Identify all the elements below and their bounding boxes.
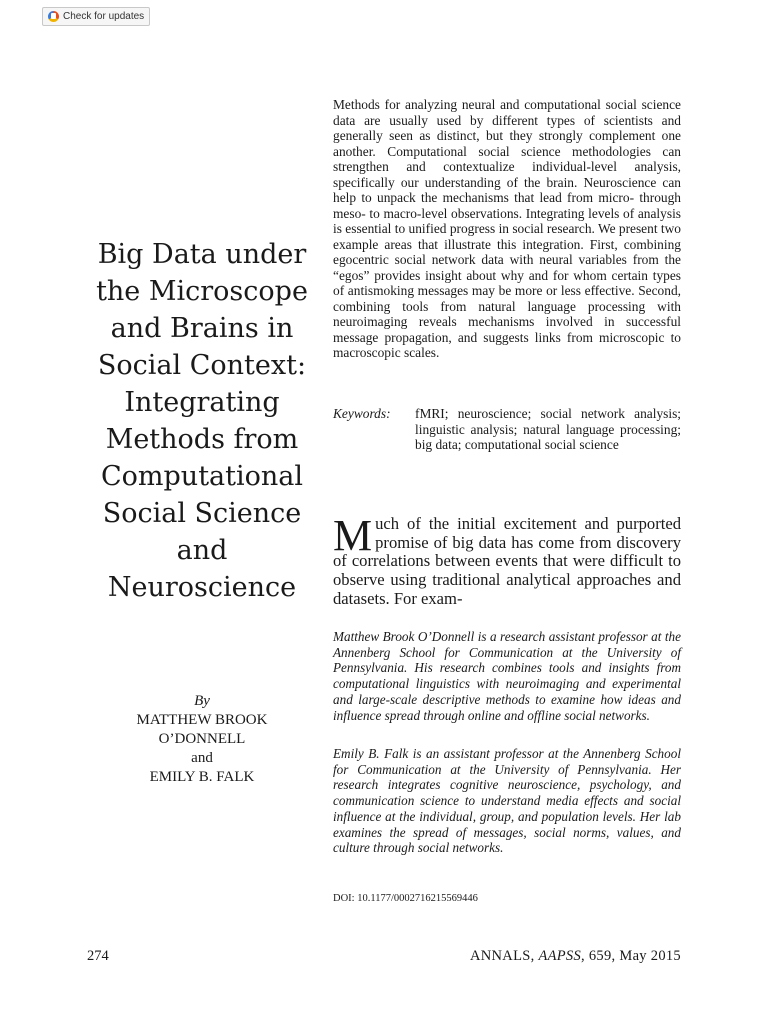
crossmark-icon — [48, 11, 59, 22]
title-line: Social Science — [102, 498, 302, 529]
body-paragraph — [333, 511, 681, 609]
journal-prefix: ANNALS, — [469, 948, 539, 964]
journal-suffix: , 659, May 2015 — [581, 948, 681, 964]
title-line: and — [176, 535, 228, 566]
body-text: uch of the initial excitement and purported promise of big data has come from discovery of correlations between events that were difficult to observe using traditional analytical approaches and datasets. For exam- — [333, 514, 681, 608]
doi: DOI: 10.1177/0002716215569446 — [333, 893, 478, 904]
byline-and: and — [191, 750, 213, 766]
drop-cap: M — [333, 511, 373, 560]
journal-citation — [470, 948, 681, 965]
keywords — [333, 406, 681, 453]
title-line: Social Context: — [97, 350, 307, 381]
title-line: and Brains in — [110, 313, 294, 344]
title-line: Big Data under — [97, 239, 307, 270]
journal-abbrev: AAPSS — [538, 948, 582, 964]
author-name: O’DONNELL — [158, 731, 246, 747]
check-for-updates-label: Check for updates — [63, 11, 145, 22]
author-name: MATTHEW BROOK — [136, 712, 268, 728]
keywords-text: fMRI; neuroscience; social network analysis; linguistic analysis; natural language processing; big data; computational social science — [415, 406, 681, 452]
title-line: Methods from — [105, 424, 299, 455]
byline — [92, 692, 312, 787]
author-bio: Matthew Brook O’Donnell is a research assistant professor at the Annenberg School for Communication at the University of Pennsylvania. His research combines tools and insights from computational linguistics with neuroimaging and experimental and large-scale descriptive methods to examine how ideas and influence spread through online and offline social networks. — [333, 629, 681, 723]
byline-by: By — [194, 693, 210, 709]
title-line: Integrating — [124, 387, 280, 418]
title-line: the Microscope — [96, 276, 308, 307]
keywords-label: Keywords: — [333, 406, 391, 421]
title-line: Neuroscience — [107, 572, 297, 603]
author-name: EMILY B. FALK — [149, 769, 255, 785]
abstract: Methods for analyzing neural and computational social science data are usually used by different types of scientists and generally seen as distinct, but they strongly complement one another. Computational social science methodologies can strengthen and contextualize individual-level analysis, specifically our understanding of the brain. Neuroscience can help to unpack the mechanisms that lead from micro- through meso- to macro-level observations. Integrating levels of analysis is essential to unified progress in social research. We present two example areas that illustrate this integration. First, combining egocentric social network data with neural variables from the “egos” provides insight about why and for whom certain types of antismoking messages may be more or less effective. Second, combining tools from natural language processing with neuroimaging reveals mechanisms involved in successful message propagation, and suggests links from microscopic to macroscopic scales. — [333, 97, 681, 360]
article-title — [62, 236, 342, 606]
title-line: Computational — [101, 461, 303, 492]
check-for-updates-button[interactable] — [42, 7, 150, 26]
author-bio: Emily B. Falk is an assistant professor at the Annenberg School for Communication at the University of Pennsylvania. Her research integrates cognitive neuroscience, psychology, and communication science to understand media effects and social influence at the individual, group, and population levels. Her lab examines the spread of messages, social norms, values, and culture through social networks. — [333, 746, 681, 856]
page-number: 274 — [87, 948, 109, 964]
